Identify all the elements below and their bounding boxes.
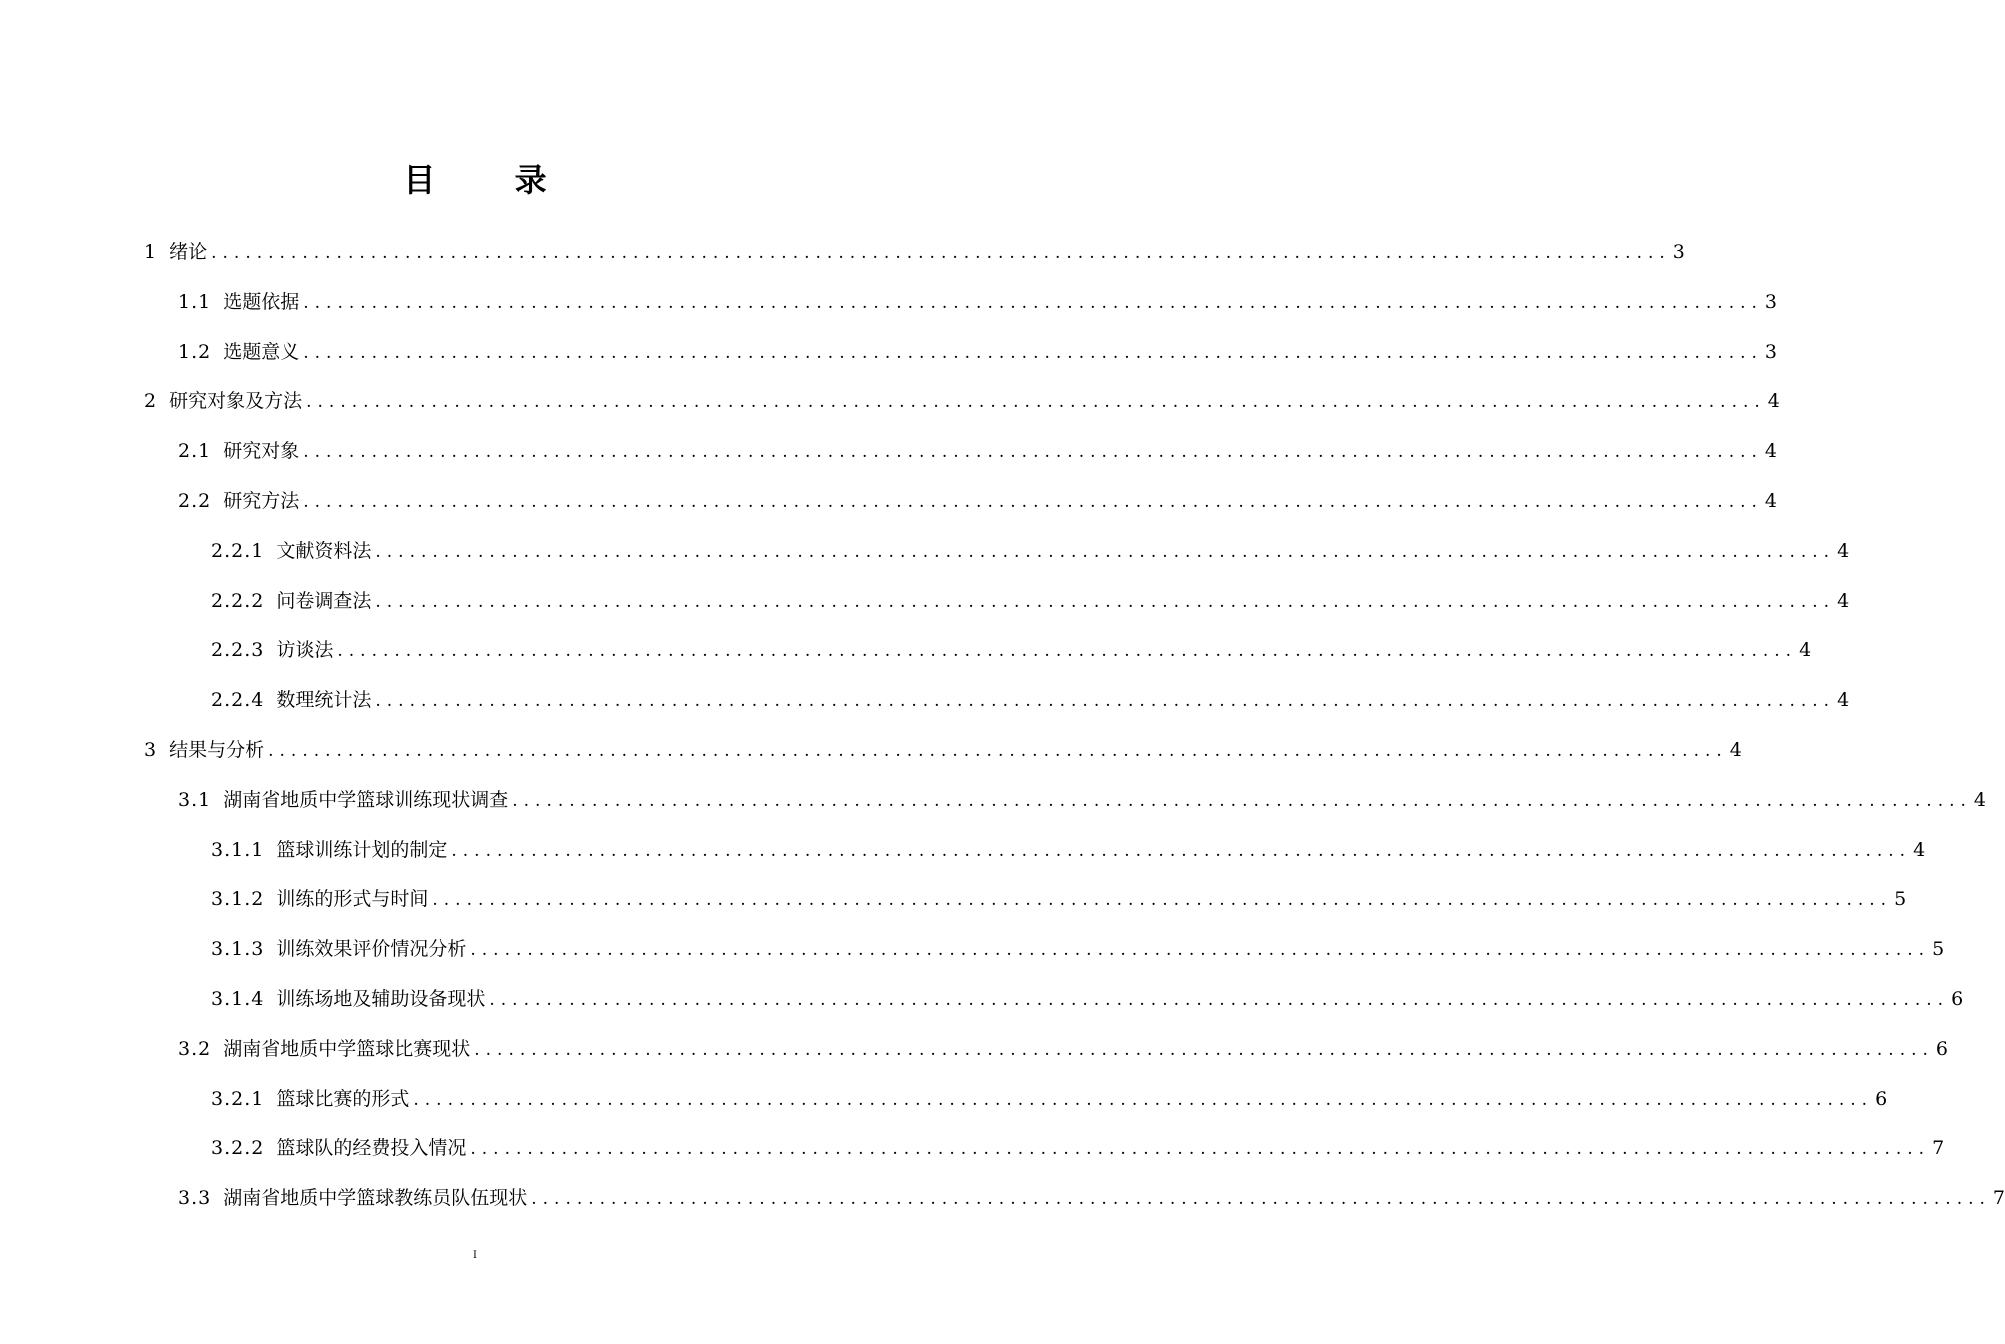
toc-entry-number: 2.2 bbox=[178, 490, 212, 512]
toc-dot-leader: ................................................................................................................................ bbox=[451, 840, 1912, 861]
toc-entry[interactable] bbox=[144, 730, 1742, 770]
toc-entry-title: 选题依据 bbox=[223, 290, 300, 313]
toc-entry-title: 篮球训练计划的制定 bbox=[276, 838, 448, 861]
toc-entry-page-number: 4 bbox=[1767, 390, 1780, 413]
toc-entry[interactable] bbox=[178, 282, 1778, 322]
toc-entry-title: 研究方法 bbox=[223, 490, 300, 512]
toc-entry-title: 训练的形式与时间 bbox=[276, 888, 429, 911]
toc-entry-page-number: 3 bbox=[1672, 241, 1685, 263]
toc-entry-page-number: 5 bbox=[1932, 938, 1945, 961]
toc-entry-number: 2.2.3 bbox=[211, 639, 265, 662]
toc-entry-title: 湖南省地质中学篮球教练员队伍现状 bbox=[223, 1187, 528, 1210]
toc-entry-number: 2.2.1 bbox=[211, 539, 265, 562]
toc-entry[interactable] bbox=[211, 680, 1850, 720]
toc-entry-page-number: 4 bbox=[1729, 739, 1742, 761]
toc-entry-page-number: 7 bbox=[1932, 1137, 1945, 1160]
toc-entry-number: 1.2 bbox=[178, 340, 212, 363]
toc-entry-title: 绪论 bbox=[169, 241, 208, 263]
toc-dot-leader: ................................................................................................................................ bbox=[268, 741, 1728, 761]
toc-entry[interactable] bbox=[211, 630, 1812, 670]
toc-dot-leader: ................................................................................................................................ bbox=[303, 442, 1763, 463]
toc-entry-number: 3.1.3 bbox=[211, 938, 265, 961]
toc-dot-leader: ................................................................................................................................ bbox=[474, 1039, 1934, 1060]
toc-entry[interactable] bbox=[144, 232, 1685, 272]
toc-entry-page-number: 5 bbox=[1894, 888, 1907, 911]
toc-entry-page-number: 4 bbox=[1799, 639, 1812, 662]
toc-entry-title: 文献资料法 bbox=[276, 539, 372, 562]
toc-entry-number: 2.2.2 bbox=[211, 589, 265, 612]
toc-entry-page-number: 3 bbox=[1764, 290, 1778, 313]
toc-entry-number: 3.2 bbox=[178, 1037, 212, 1060]
toc-entry-title: 数理统计法 bbox=[276, 689, 372, 712]
toc-entry-page-number: 4 bbox=[1837, 589, 1850, 612]
toc-entry[interactable] bbox=[211, 879, 1907, 919]
toc-entry-title: 篮球队的经费投入情况 bbox=[276, 1137, 467, 1160]
toc-dot-leader: ................................................................................................................................ bbox=[211, 243, 1671, 263]
toc-dot-leader: ................................................................................................................................ bbox=[470, 1139, 1931, 1160]
toc-dot-leader: ................................................................................................................................ bbox=[512, 790, 1972, 811]
toc-entry-page-number: 4 bbox=[1764, 490, 1778, 512]
toc-entry-number: 2.2.4 bbox=[211, 689, 265, 712]
toc-entry-number: 3.2.1 bbox=[211, 1087, 265, 1110]
toc-dot-leader: ................................................................................................................................ bbox=[489, 990, 1950, 1010]
toc-dot-leader: ................................................................................................................................ bbox=[413, 1089, 1874, 1110]
toc-dot-leader: ................................................................................................................................ bbox=[375, 691, 1836, 712]
toc-entry[interactable] bbox=[178, 332, 1778, 372]
toc-entry[interactable] bbox=[211, 979, 1964, 1019]
toc-entry-number: 1.1 bbox=[178, 290, 212, 313]
toc-dot-leader: ................................................................................................................................ bbox=[531, 1189, 1991, 1210]
page-title: 目 录 bbox=[403, 161, 581, 199]
page-number: I bbox=[473, 1250, 477, 1261]
toc-entry-number: 3.2.2 bbox=[211, 1137, 265, 1160]
toc-entry-page-number: 4 bbox=[1837, 689, 1850, 712]
toc-dot-leader: ................................................................................................................................ bbox=[303, 292, 1763, 313]
toc-entry-number: 2.1 bbox=[178, 440, 212, 463]
toc-entry-number: 3 bbox=[144, 739, 158, 761]
toc-entry-title: 访谈法 bbox=[276, 639, 334, 662]
toc-entry-page-number: 6 bbox=[1935, 1037, 1949, 1060]
toc-entry[interactable] bbox=[178, 1029, 1949, 1069]
toc-entry-number: 3.1.2 bbox=[211, 888, 265, 911]
toc-entry-number: 3.1.1 bbox=[211, 838, 265, 861]
toc-entry-title: 篮球比赛的形式 bbox=[276, 1087, 410, 1110]
toc-entry[interactable] bbox=[211, 581, 1850, 621]
toc-entry[interactable] bbox=[211, 830, 1926, 870]
toc-dot-leader: ................................................................................................................................ bbox=[303, 492, 1763, 512]
toc-entry[interactable] bbox=[178, 780, 1987, 820]
toc-entry[interactable] bbox=[178, 431, 1778, 471]
toc-entry[interactable] bbox=[211, 929, 1945, 969]
toc-entry[interactable] bbox=[178, 1178, 2005, 1218]
toc-entry[interactable] bbox=[211, 531, 1850, 571]
toc-dot-leader: ................................................................................................................................ bbox=[337, 641, 1798, 662]
toc-entry-title: 研究对象 bbox=[223, 440, 300, 463]
toc-entry-title: 问卷调查法 bbox=[276, 589, 372, 612]
toc-dot-leader: ................................................................................................................................ bbox=[375, 591, 1836, 612]
toc-entry-page-number: 3 bbox=[1764, 340, 1778, 363]
toc-entry-title: 训练场地及辅助设备现状 bbox=[276, 988, 486, 1010]
toc-entry[interactable] bbox=[178, 481, 1778, 521]
toc-entry-page-number: 4 bbox=[1764, 440, 1778, 463]
toc-entry-title: 湖南省地质中学篮球比赛现状 bbox=[223, 1037, 471, 1060]
toc-entry-number: 3.3 bbox=[178, 1187, 212, 1210]
toc-entry[interactable] bbox=[144, 381, 1780, 421]
toc-entry[interactable] bbox=[211, 1128, 1945, 1168]
toc-entry-page-number: 7 bbox=[1992, 1187, 2005, 1210]
toc-dot-leader: ................................................................................................................................ bbox=[432, 890, 1893, 911]
toc-dot-leader: ................................................................................................................................ bbox=[375, 541, 1836, 562]
toc-entry-title: 研究对象及方法 bbox=[169, 390, 303, 413]
toc-entry-title: 选题意义 bbox=[223, 340, 300, 363]
toc-entry-page-number: 4 bbox=[1913, 838, 1926, 861]
toc-entry-number: 3.1.4 bbox=[211, 988, 265, 1010]
toc-entry[interactable] bbox=[211, 1079, 1888, 1119]
toc-entry-title: 湖南省地质中学篮球训练现状调查 bbox=[223, 788, 509, 811]
toc-entry-page-number: 6 bbox=[1951, 988, 1964, 1010]
toc-entry-number: 1 bbox=[144, 241, 158, 263]
toc-entry-title: 结果与分析 bbox=[169, 739, 265, 761]
toc-entry-page-number: 6 bbox=[1875, 1087, 1888, 1110]
toc-entry-page-number: 4 bbox=[1973, 788, 1987, 811]
toc-dot-leader: ................................................................................................................................ bbox=[470, 940, 1931, 961]
toc-entry-page-number: 4 bbox=[1837, 539, 1850, 562]
toc-entry-title: 训练效果评价情况分析 bbox=[276, 938, 467, 961]
toc-dot-leader: ................................................................................................................................ bbox=[306, 392, 1766, 413]
toc-dot-leader: ................................................................................................................................ bbox=[303, 342, 1763, 363]
toc-entry-number: 3.1 bbox=[178, 788, 212, 811]
toc-entry-number: 2 bbox=[144, 390, 158, 413]
